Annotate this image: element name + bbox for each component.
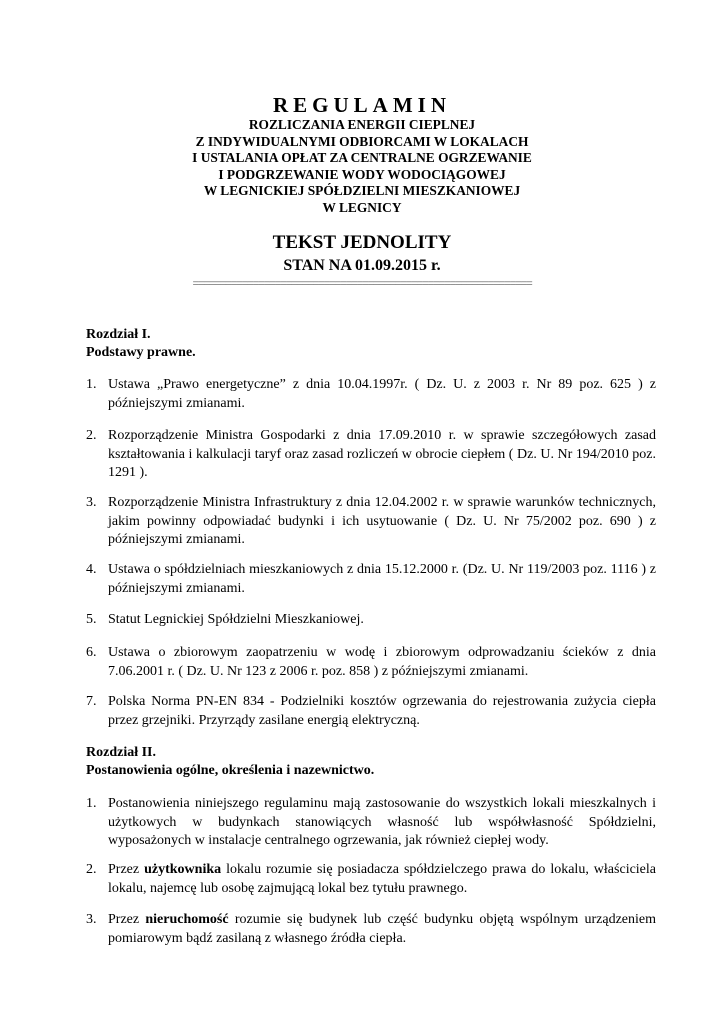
list-item — [86, 561, 656, 598]
item-number: 6. — [86, 645, 97, 660]
list-item — [86, 427, 656, 483]
text-jednolity-heading: TEKST JEDNOLITY — [272, 232, 452, 253]
item-text: Rozporządzenie Ministra Infrastruktury z dnia 12.04.2002 r. w sprawie warunków technicznych, jakim powinny odpowiadać budynki i ich usytuowanie ( Dz. U. Nr 75/2002 poz. 690 ) z późniejszymi zmianami. — [108, 495, 656, 548]
subtitle-line: I USTALANIA OPŁAT ZA CENTRALNE OGRZEWANIE — [192, 150, 532, 166]
item-text: Polska Norma PN-EN 834 - Podzielniki kosztów ogrzewania do rejestrowania zużycia ciepła przez grzejniki. Przyrządy zasilane energią elektryczną. — [108, 694, 656, 728]
item-text-post: rozumie się budynek lub część budynku objętą wspólnym urządzeniem pomiarowym bądź zasilaną z własnego źródła ciepła. — [108, 912, 656, 946]
term-property: nieruchomość — [145, 912, 229, 927]
subtitle-line: I PODGRZEWANIE WODY WODOCIĄGOWEJ — [218, 166, 506, 182]
chapter-number: Rozdział I. — [86, 327, 151, 342]
item-text-post: lokalu rozumie się posiadacza spółdzielczego prawa do lokalu, właściciela lokalu, najemcę lub osobę zajmującą lokal bez tytułu prawnego. — [108, 862, 656, 896]
item-number: 1. — [86, 796, 97, 811]
list-item — [86, 644, 656, 681]
item-text — [108, 861, 656, 898]
status-date: STAN NA 01.09.2015 r. — [283, 257, 441, 274]
item-text: Rozporządzenie Ministra Gospodarki z dnia 17.09.2010 r. w sprawie szczegółowych zasad kształtowania i kalkulacji taryf oraz zasad rozliczeń w obrocie ciepłem ( Dz. U. Nr 194/2010 poz. 1291 ). — [108, 428, 656, 481]
document-title: REGULAMIN — [272, 93, 451, 117]
subtitle-line: W LEGNICY — [322, 199, 402, 215]
item-text: Ustawa „Prawo energetyczne” z dnia 10.04.1997r. ( Dz. U. z 2003 r. Nr 89 poz. 625 ) z późniejszymi zmianami. — [108, 377, 656, 411]
item-number: 2. — [86, 862, 97, 877]
chapter-2-heading — [86, 744, 374, 780]
list-item — [86, 611, 656, 630]
subtitle-line: W LEGNICKIEJ SPÓŁDZIELNI MIESZKANIOWEJ — [203, 183, 521, 199]
list-item — [86, 795, 656, 851]
list-item — [86, 911, 656, 948]
item-text: Ustawa o zbiorowym zaopatrzeniu w wodę i zbiorowym odprowadzaniu ścieków z dnia 7.06.2001 r. ( Dz. U. Nr 123 z 2006 r. poz. 858 ) z późniejszymi zmianami. — [108, 645, 656, 679]
list-item — [86, 494, 656, 550]
item-text — [108, 911, 656, 948]
item-text-pre: Przez — [108, 862, 145, 877]
item-text: Ustawa o spółdzielniach mieszkaniowych z dnia 15.12.2000 r. (Dz. U. Nr 119/2003 poz. 1116 ) z późniejszymi zmianami. — [108, 562, 656, 596]
item-number: 1. — [86, 377, 97, 392]
document-subtitle — [0, 117, 724, 217]
item-text: Postanowienia niniejszego regulaminu mają zastosowanie do wszystkich lokali mieszkalnych i użytkowych w budynkach stanowiących własność lub współwłasność Spółdzielni, wyposażonych w instalacje centralnego ogrzewania, jak również ciepłej wody. — [108, 796, 656, 849]
list-item — [86, 693, 656, 730]
subtitle-line: ROZLICZANIA ENERGII CIEPLNEJ — [248, 117, 476, 132]
item-text-pre: Przez — [108, 912, 146, 927]
list-item — [86, 861, 656, 898]
separator-rule: ============================================================== — [192, 277, 532, 289]
list-item — [86, 376, 656, 413]
subtitle-line: Z INDYWIDUALNYMI ODBIORCAMI W LOKALACH — [195, 133, 529, 149]
chapter-title: Podstawy prawne. — [86, 345, 196, 361]
term-user: użytkownika — [144, 862, 222, 877]
item-number: 3. — [86, 495, 97, 510]
item-number: 5. — [86, 612, 97, 627]
item-number: 2. — [86, 428, 97, 443]
chapter-1-heading — [86, 326, 196, 362]
chapter-title: Postanowienia ogólne, określenia i nazewnictwo. — [86, 763, 375, 779]
item-text: Statut Legnickiej Spółdzielni Mieszkaniowej. — [108, 612, 364, 627]
item-number: 4. — [86, 562, 97, 577]
item-number: 7. — [86, 694, 97, 709]
chapter-number: Rozdział II. — [86, 745, 156, 760]
item-number: 3. — [86, 912, 97, 927]
